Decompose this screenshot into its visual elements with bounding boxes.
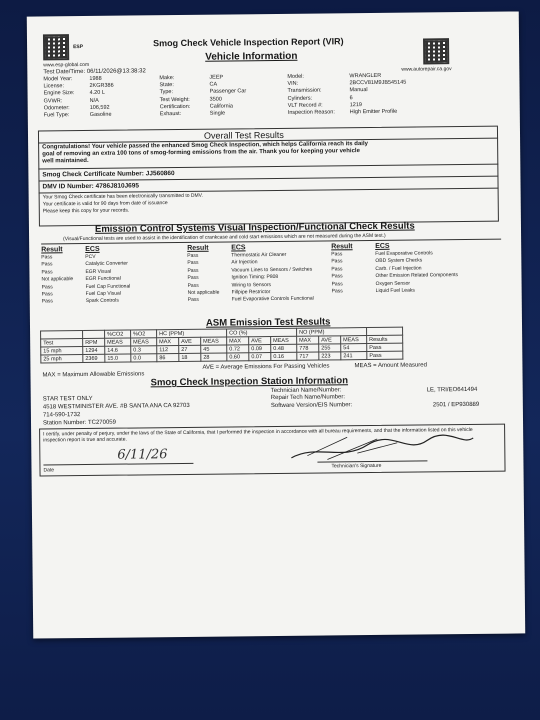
qr-code-right-icon <box>423 38 449 64</box>
asm-column-header: RPM <box>83 338 105 346</box>
ecs-header: ECS <box>231 244 246 252</box>
certification-text: I certify, under penalty of perjury, under the laws of the State of California, that I performed the inspection in accordance with all bureau requirements, and that the information listed on this vehicle inspection report is true and accurate. <box>43 426 473 444</box>
asm-column-header: MAX <box>227 337 249 345</box>
ecs-item-result: Pass <box>187 275 199 282</box>
asm-results-heading: ASM Emission Test Results <box>205 316 331 329</box>
vehicle-field-label: License: <box>43 83 65 90</box>
asm-cell: 15.0 <box>105 354 131 362</box>
meas-legend: MEAS = Amount Measured <box>354 362 428 370</box>
ecs-item-result: Pass <box>187 297 199 304</box>
asm-group-header: %CO2 <box>105 330 131 338</box>
station-name: STAR TEST ONLY <box>42 395 93 403</box>
overall-results-heading: Overall Test Results <box>203 129 284 141</box>
ecs-item-result: Pass <box>331 273 343 280</box>
ecs-item-result: Pass <box>41 269 53 276</box>
vehicle-field-label: Transmission: <box>287 87 322 95</box>
vehicle-field-label: Test Weight: <box>159 96 190 103</box>
vehicle-field-value: JEEP <box>209 74 224 81</box>
ecs-result-header: Result <box>331 243 353 251</box>
certificate-number: Smog Check Certificate Number: JJ560860 <box>42 170 175 179</box>
ecs-item-result: Pass <box>331 280 343 288</box>
ecs-item-result: Pass <box>187 252 199 259</box>
asm-column-header: MEAS <box>105 338 131 346</box>
asm-cell: 2369 <box>83 354 105 362</box>
ecs-item-name: Oxygen Sensor <box>375 280 411 287</box>
vehicle-field-label: State: <box>159 82 174 89</box>
asm-cell: 1294 <box>83 346 105 354</box>
vehicle-field-value: California <box>209 103 233 110</box>
ecs-item-result: Pass <box>41 261 53 268</box>
technician-name-label: Technician Name/Number: <box>270 387 342 395</box>
ecs-item-row <box>188 296 314 305</box>
emission-control-note: (Visual/Functional tests are used to assist in the identification of crankcase and cold start emissions which are not measured during the ASM test.) <box>63 232 386 243</box>
valid-note: Your certificate is valid for 90 days from date of issuance <box>42 200 168 208</box>
inspection-report-paper <box>27 11 525 638</box>
asm-group-header: NO (PPM) <box>297 328 367 337</box>
report-title: Smog Check Vehicle Inspection Report (VIR) <box>152 36 344 49</box>
vehicle-field-label: Model Year: <box>43 76 73 83</box>
asm-column-header: MEAS <box>341 336 367 344</box>
ecs-item-name: Fuel Cap Functional <box>85 283 131 290</box>
ecs-item-result: Pass <box>41 291 53 298</box>
asm-cell: 45 <box>201 345 227 353</box>
asm-cell: 0.60 <box>227 353 249 361</box>
asm-results-table-wrap <box>40 327 403 364</box>
emission-control-columns <box>41 241 502 318</box>
vehicle-info-heading: Vehicle Information <box>205 50 298 63</box>
ecs-item-row <box>42 298 131 306</box>
emission-control-heading: Emission Control Systems Visual Inspection/Functional Check Results <box>94 220 415 235</box>
ecs-item-name: Air Injection <box>231 259 258 266</box>
vehicle-field-value: CA <box>209 81 218 88</box>
ecs-result-header: Result <box>187 244 209 252</box>
asm-column-header: MEAS <box>271 336 297 344</box>
vehicle-field-value: 4.20 L <box>89 90 105 97</box>
left-url: www.esp-global.com <box>43 61 90 69</box>
ecs-item-result: Pass <box>41 283 53 291</box>
ecs-item-name: Thermostatic Air Cleaner <box>231 251 287 259</box>
asm-results-table <box>40 327 403 364</box>
technician-signature-label: Technician's Signature <box>331 462 382 470</box>
asm-column-header: MEAS <box>201 337 227 345</box>
asm-column-header: Results <box>367 335 403 343</box>
ecs-item-name: Carb. / Fuel Injection <box>375 265 422 272</box>
asm-cell: 778 <box>297 344 319 352</box>
station-number: Station Number: TC270059 <box>42 419 116 427</box>
ecs-item-result: Not applicable <box>41 276 74 283</box>
vehicle-field-value: 1219 <box>349 101 362 109</box>
technician-license: LE, TRI/EO641494 <box>426 386 478 394</box>
keep-note: Please keep this copy for your records. <box>42 207 130 215</box>
vehicle-field-value: 2KGR386 <box>89 82 114 90</box>
asm-cell: 255 <box>319 344 341 352</box>
vehicle-field-value: 1988 <box>89 75 102 82</box>
ecs-column <box>187 243 314 305</box>
congratulations-text: Congratulations! Your vehicle passed the enhanced Smog Check Inspection, which helps California reach its daily goal of removing an extra 100 tons of smog-forming emissions from the air. Thank you for keeping your vehicle well maintained. <box>42 141 369 165</box>
asm-cell: 28 <box>201 353 227 361</box>
asm-cell: 0.72 <box>227 345 249 353</box>
asm-cell: 15 mph <box>41 347 83 355</box>
asm-cell: 0.3 <box>131 346 157 354</box>
ecs-item-result: Pass <box>331 288 343 295</box>
ecs-item-name: Fillpipe Restrictor <box>231 289 271 296</box>
ecs-item-result: Pass <box>331 258 343 265</box>
asm-cell: 14.6 <box>105 346 131 354</box>
software-version: 2501 / EP930889 <box>432 401 480 409</box>
asm-group-header: %O2 <box>131 330 157 338</box>
vehicle-field-label: VIN: <box>287 80 299 88</box>
qr-code-left-icon <box>43 34 69 60</box>
station-phone: 714-590-1732 <box>42 412 81 419</box>
ecs-result-header: Result <box>41 246 63 254</box>
ave-legend: AVE = Average Emissions For Passing Vehicles <box>202 363 330 371</box>
vehicle-info-grid <box>43 72 483 120</box>
vehicle-field-label: Inspection Reason: <box>287 109 335 116</box>
vehicle-field-value: N/A <box>89 97 99 104</box>
vehicle-field-label: Type: <box>159 89 174 96</box>
asm-column-header: MAX <box>157 338 179 346</box>
asm-column-header: AVE <box>179 337 201 345</box>
vehicle-field-label: Exhaust: <box>159 110 182 118</box>
right-url: www.autorepair.ca.gov <box>401 66 452 73</box>
test-date: Test Date/Time: 06/11/2026@13:38:32 <box>43 68 146 76</box>
ecs-item-name: Fuel Evaporative Controls Functional <box>231 296 314 303</box>
asm-cell: 0.16 <box>271 352 297 360</box>
station-address: 4518 WESTMINISTER AVE. #B SANTA ANA CA 92703 <box>42 402 190 411</box>
asm-cell: 112 <box>157 346 179 354</box>
ecs-item-name: Catalytic Converter <box>85 260 128 268</box>
vehicle-field-value: WRANGLER <box>349 72 382 80</box>
ecs-item-row <box>332 287 459 296</box>
asm-cell: 223 <box>319 352 341 360</box>
vehicle-field-label: Certification: <box>159 103 191 111</box>
ecs-item-name: Liquid Fuel Leaks <box>375 287 415 294</box>
technician-signature <box>287 432 477 464</box>
ecs-item-name: EGR Visual <box>85 268 112 275</box>
asm-cell: 86 <box>157 354 179 362</box>
asm-column-header: AVE <box>319 336 341 344</box>
ecs-header: ECS <box>375 242 390 250</box>
repair-tech-label: Repair Tech Name/Number: <box>270 394 346 402</box>
ecs-item-name: Ignition Timing: P808 <box>231 274 279 281</box>
handwritten-date: 6/11/26 <box>117 447 168 463</box>
ecs-item-name: Fuel Evaporative Controls <box>375 250 433 257</box>
asm-group-header: CO (%) <box>227 328 297 337</box>
ecs-header: ECS <box>85 245 100 253</box>
vehicle-field-value: Passenger Car <box>209 88 247 96</box>
date-label: Date <box>43 467 55 474</box>
ecs-item-name: Spark Controls <box>85 298 119 305</box>
asm-cell: Pass <box>367 351 403 359</box>
ecs-item-result: Pass <box>41 254 53 261</box>
asm-group-header: HC (PPM) <box>157 329 227 338</box>
vehicle-field-label: VLT Record #: <box>287 102 323 109</box>
ecs-item-result: Pass <box>187 267 199 274</box>
asm-cell: 54 <box>341 344 367 352</box>
transmit-note: Your Smog Check certificate has been electronically transmitted to DMV. <box>42 192 203 201</box>
vehicle-field-label: Fuel Type: <box>43 112 70 119</box>
dmv-id-number: DMV ID Number: 4786J810J695 <box>42 182 140 191</box>
esp-logo: ESP <box>73 44 84 51</box>
ecs-column <box>331 241 458 296</box>
station-info-heading: Smog Check Inspection Station Information <box>150 375 349 389</box>
ecs-item-name: Wiring to Sensors <box>231 281 272 289</box>
asm-cell: 0.48 <box>271 344 297 352</box>
ecs-item-result: Pass <box>187 260 199 267</box>
vehicle-field-label: Cylinders: <box>287 95 313 102</box>
asm-cell: 27 <box>179 345 201 353</box>
ecs-item-name: Other Emission Related Components <box>375 272 459 280</box>
asm-cell: 241 <box>341 352 367 360</box>
asm-cell: 0.0 <box>131 354 157 362</box>
asm-cell: 0.09 <box>249 345 271 353</box>
asm-cell: 717 <box>297 352 319 360</box>
vehicle-field-value: 106,592 <box>89 104 110 111</box>
asm-cell: 0.07 <box>249 353 271 361</box>
vehicle-field-value: 3500 <box>209 96 222 103</box>
ecs-item-result: Pass <box>331 266 343 273</box>
vehicle-field-label: Odometer: <box>43 104 70 112</box>
ecs-column <box>41 245 130 307</box>
asm-column-header: AVE <box>249 337 271 345</box>
vehicle-field-value: 6 <box>349 94 353 101</box>
ecs-item-name: EGR Functional <box>85 275 121 283</box>
vehicle-field-label: GVWR: <box>43 97 63 105</box>
vehicle-field-value: Gasoline <box>89 111 112 118</box>
vehicle-field-value: Single <box>209 110 226 117</box>
vehicle-field-label: Make: <box>159 75 175 82</box>
vehicle-field-label: Engine Size: <box>43 90 75 97</box>
asm-column-header: MAX <box>297 336 319 344</box>
ecs-item-result: Not applicable <box>187 289 220 296</box>
ecs-item-name: OBD System Checks <box>375 257 423 265</box>
vehicle-field-value: 2BCCV81M9JB545145 <box>349 79 407 87</box>
asm-group-header <box>83 330 105 338</box>
software-version-label: Software Version/EIS Number: <box>270 402 353 410</box>
vehicle-field-label: Model: <box>287 73 304 80</box>
ecs-item-name: Vacuum Lines to Sensors / Switches <box>231 266 313 274</box>
asm-cell: 18 <box>179 353 201 361</box>
asm-column-header: MEAS <box>131 338 157 346</box>
ecs-item-result: Pass <box>41 298 53 305</box>
asm-cell: Pass <box>367 343 403 351</box>
ecs-item-name: PCV <box>85 253 96 260</box>
asm-cell: 25 mph <box>41 355 83 363</box>
vehicle-field-value: High Emitter Profile <box>349 108 398 116</box>
asm-column-header: Test <box>41 339 83 347</box>
ecs-item-name: Fuel Cap Visual <box>85 290 121 298</box>
max-legend: MAX = Maximum Allowable Emissions <box>42 371 145 379</box>
ecs-item-result: Pass <box>331 251 343 258</box>
ecs-item-result: Pass <box>187 282 199 289</box>
vehicle-field-value: Manual <box>349 87 368 94</box>
